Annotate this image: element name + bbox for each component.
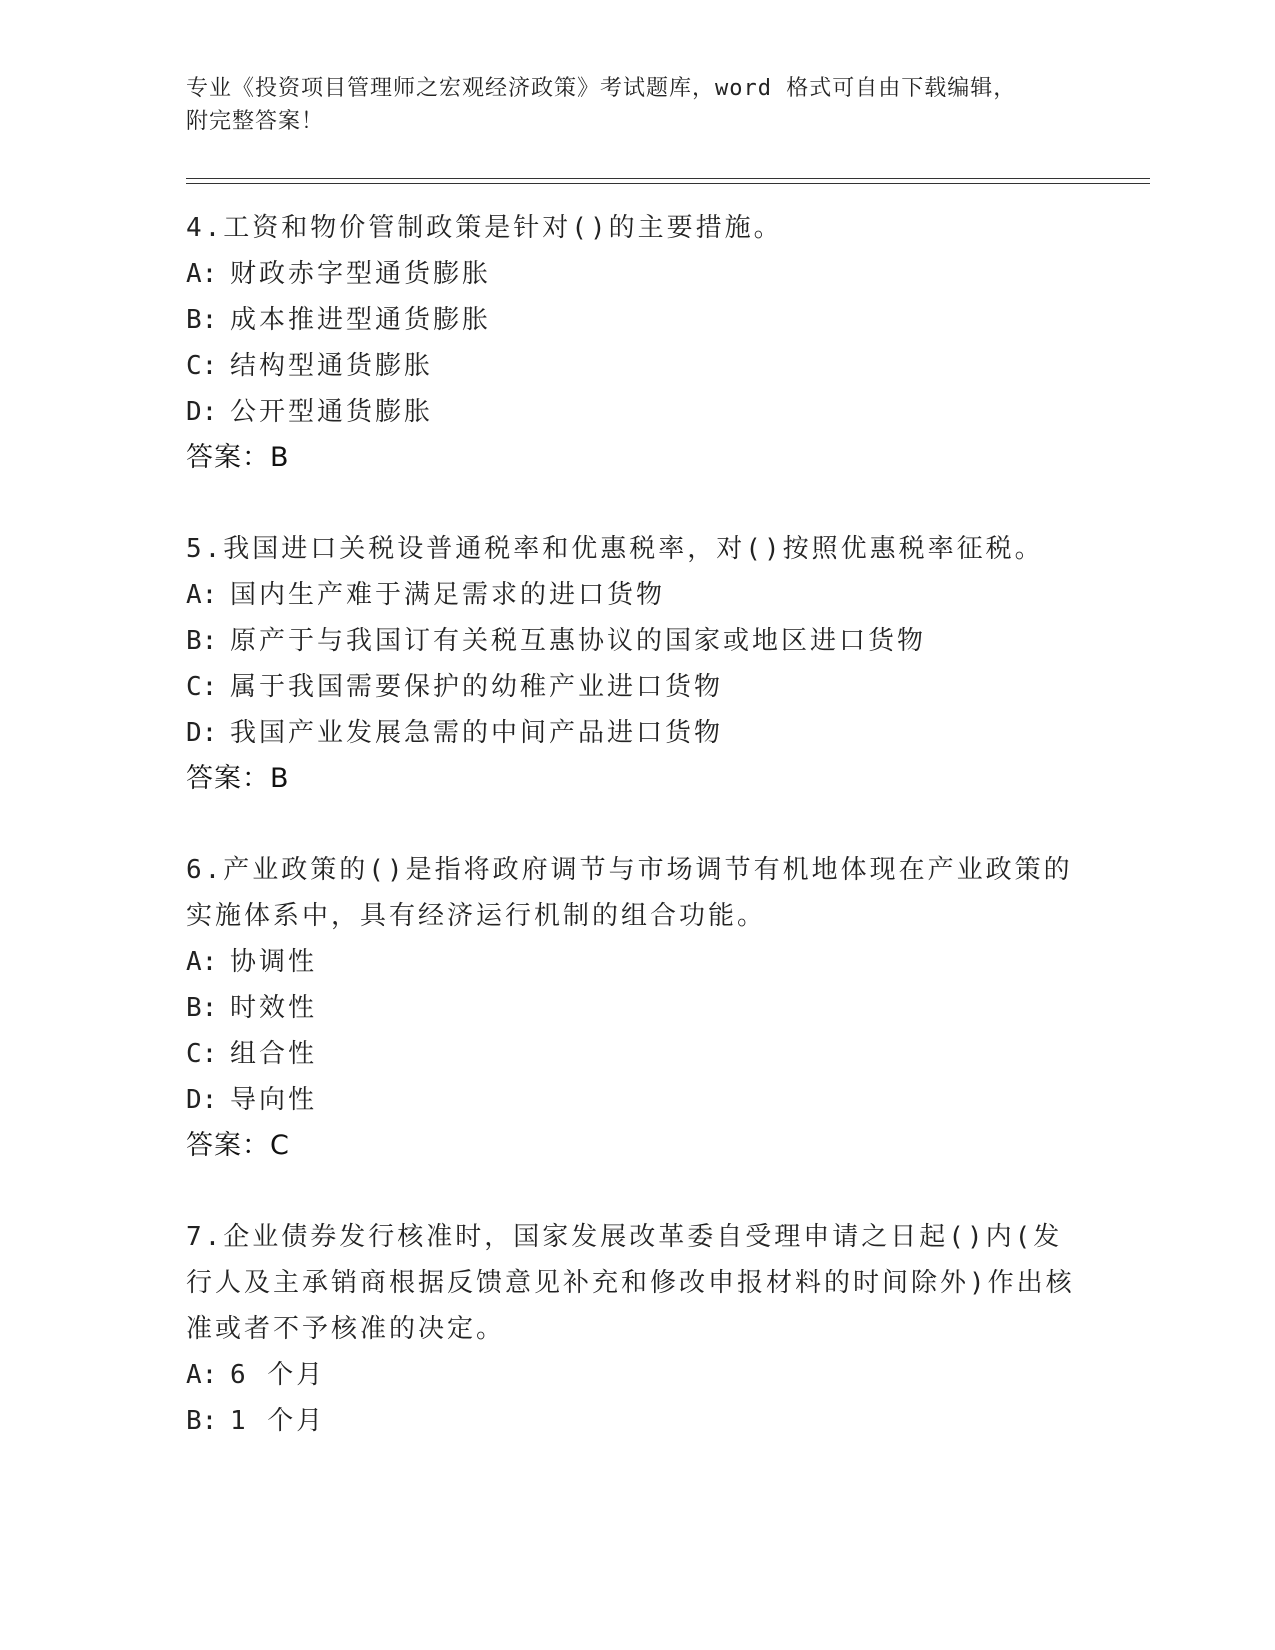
- option-text: 公开型通货膨胀: [230, 397, 434, 427]
- option-letter: C:: [186, 351, 218, 381]
- option-letter: A:: [186, 580, 218, 610]
- option-a: [186, 572, 1086, 618]
- answer-line: 答案：C: [186, 1130, 290, 1161]
- question-list: [186, 205, 1086, 1489]
- option-d: [186, 389, 1086, 435]
- question-stem: 4.工资和物价管制政策是针对()的主要措施。: [186, 213, 783, 243]
- option-letter: B:: [186, 993, 218, 1023]
- answer-line: 答案：B: [186, 442, 290, 473]
- option-text: 导向性: [230, 1085, 318, 1115]
- header-line-2: 附完整答案！: [186, 109, 325, 134]
- header-divider-bottom: [186, 183, 1150, 184]
- answer-line: 答案：B: [186, 763, 290, 794]
- question-7: [186, 1214, 1086, 1444]
- document-header: [186, 72, 1086, 138]
- option-b: [186, 985, 1086, 1031]
- option-d: [186, 1077, 1086, 1123]
- option-text: 国内生产难于满足需求的进口货物: [230, 580, 666, 610]
- option-text: 6 个月: [230, 1360, 326, 1390]
- option-a: [186, 251, 1086, 297]
- option-text: 财政赤字型通货膨胀: [230, 259, 492, 289]
- option-text: 1 个月: [230, 1406, 326, 1436]
- question-stem: 5.我国进口关税设普通税率和优惠税率，对()按照优惠税率征税。: [186, 534, 1044, 564]
- question-stem: 7.企业债券发行核准时，国家发展改革委自受理申请之日起()内(发行人及主承销商根据反馈意见补充和修改申报材料的时间除外)作出核准或者不予核准的决定。: [186, 1222, 1075, 1344]
- option-letter: A:: [186, 947, 218, 977]
- option-letter: C:: [186, 1039, 218, 1069]
- option-text: 协调性: [230, 947, 318, 977]
- option-d: [186, 710, 1086, 756]
- option-letter: C:: [186, 672, 218, 702]
- option-b: [186, 1398, 1086, 1444]
- option-c: [186, 343, 1086, 389]
- option-b: [186, 618, 1086, 664]
- option-letter: B:: [186, 1406, 218, 1436]
- header-line-1: 专业《投资项目管理师之宏观经济政策》考试题库，word 格式可自由下载编辑，: [186, 76, 1017, 101]
- question-6: [186, 847, 1086, 1169]
- option-letter: D:: [186, 1085, 218, 1115]
- option-text: 结构型通货膨胀: [230, 351, 434, 381]
- option-text: 组合性: [230, 1039, 318, 1069]
- option-c: [186, 664, 1086, 710]
- option-c: [186, 1031, 1086, 1077]
- question-5: [186, 526, 1086, 802]
- option-a: [186, 939, 1086, 985]
- question-4: [186, 205, 1086, 481]
- option-letter: B:: [186, 305, 218, 335]
- option-letter: D:: [186, 397, 218, 427]
- option-text: 成本推进型通货膨胀: [230, 305, 492, 335]
- option-text: 原产于与我国订有关税互惠协议的国家或地区进口货物: [230, 626, 927, 656]
- question-stem: 6.产业政策的()是指将政府调节与市场调节有机地体现在产业政策的实施体系中，具有经济运行机制的组合功能。: [186, 855, 1073, 931]
- header-divider-top: [186, 178, 1150, 179]
- option-letter: A:: [186, 259, 218, 289]
- option-text: 我国产业发展急需的中间产品进口货物: [230, 718, 724, 748]
- option-text: 时效性: [230, 993, 318, 1023]
- option-letter: B:: [186, 626, 218, 656]
- option-letter: D:: [186, 718, 218, 748]
- option-text: 属于我国需要保护的幼稚产业进口货物: [230, 672, 724, 702]
- option-b: [186, 297, 1086, 343]
- option-letter: A:: [186, 1360, 218, 1390]
- option-a: [186, 1352, 1086, 1398]
